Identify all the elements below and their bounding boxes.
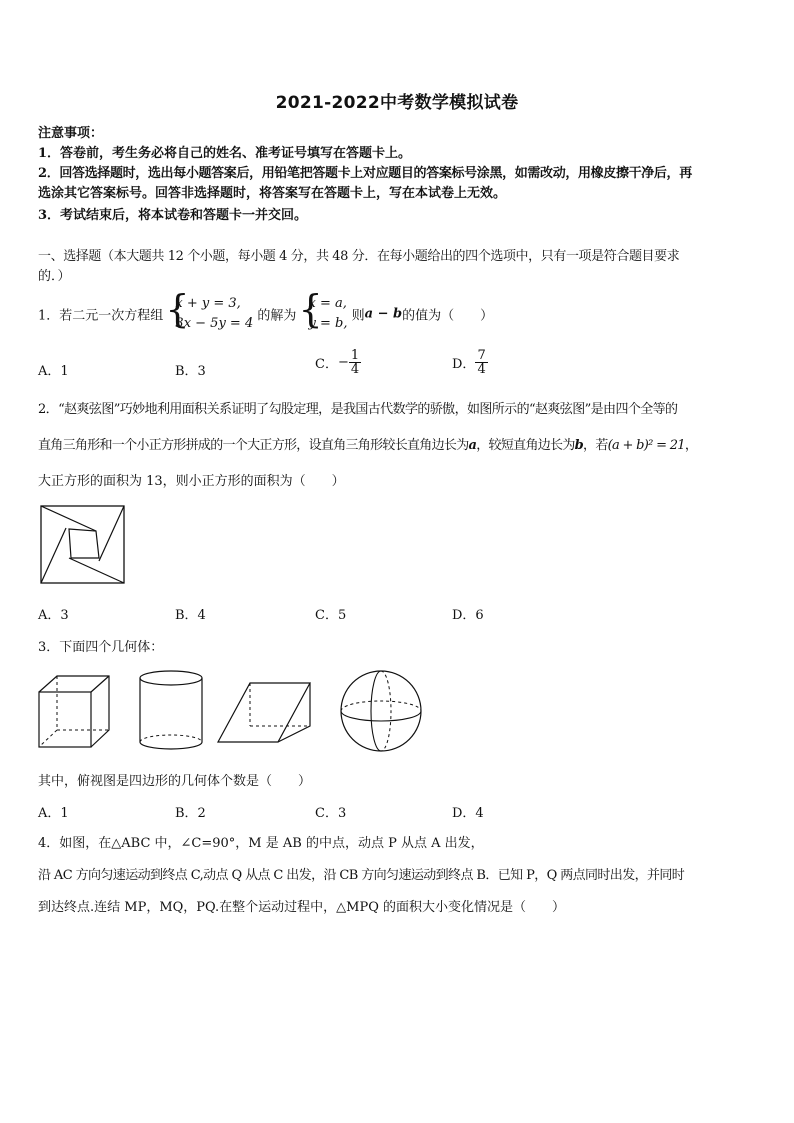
prism-figure — [214, 680, 316, 748]
q3-option-c[interactable]: C．3 — [315, 806, 347, 821]
q3-option-b[interactable]: B．2 — [175, 806, 206, 821]
q1-mid: 的解为 — [257, 308, 297, 324]
q1-option-c[interactable] — [315, 349, 361, 376]
notice-item: 选涂其它答案标号。回答非选择题时，将答案写在答题卡上，写在本试卷上无效。 — [38, 186, 507, 201]
fraction-denominator: 4 — [350, 362, 360, 377]
q1-option-d[interactable] — [452, 349, 488, 376]
q1-option-b[interactable]: B．3 — [175, 364, 206, 379]
notice-item: 2．回答选择题时，选出每小题答案后，用铅笔把答题卡上对应题目的答案标号涂黑，如需改动，用橡皮擦干净后，再 — [38, 166, 692, 181]
question-3-line-1: 3．下面四个几何体： — [38, 640, 164, 655]
question-4-line-2: 沿 AC 方向匀速运动到终点 C,动点 Q 从点 C 出发，沿 CB 方向匀速运动到终点 B．已知 P，Q 两点同时出发，并同时 — [38, 868, 685, 883]
diagram-line — [41, 506, 96, 531]
fraction-numerator: 7 — [477, 348, 486, 363]
cube-hidden-edge — [39, 730, 57, 747]
question-2-line-1: 2．“赵爽弦图”巧妙地利用面积关系证明了勾股定理，是我国古代数学的骄傲，如图所示的“赵爽弦图”是由四个全等的 — [38, 402, 678, 417]
section-heading: 一、选择题（本大题共 12 个小题，每小题 4 分，共 48 分．在每小题给出的四个选项中，只有一项是符合题目要求 — [38, 249, 680, 264]
cylinder-figure — [136, 668, 208, 754]
diagram-line — [99, 506, 124, 561]
q2-formula: (a + b)² = 21 — [607, 438, 685, 453]
diagram-line — [41, 528, 66, 583]
fraction-denominator: 4 — [477, 362, 486, 377]
question-2-line-3: 大正方形的面积为 13，则小正方形的面积为（ ） — [38, 474, 345, 489]
small-square — [69, 529, 99, 558]
large-square — [41, 506, 124, 583]
q1-eq1: { x + y = 3, — [175, 296, 241, 311]
q1-expression: a − b — [364, 306, 403, 322]
question-2-line-2 — [38, 434, 697, 453]
q1-eq2: 3x − 5y = 4 — [175, 316, 254, 331]
q2-var-b: b — [574, 438, 584, 453]
notice-item: 1．答卷前，考生务必将自己的姓名、准考证号填写在答题卡上。 — [38, 146, 412, 161]
section-heading-cont: 的．） — [38, 269, 71, 284]
q2-option-d[interactable]: D．6 — [452, 608, 484, 623]
notice-item: 3．考试结束后，将本试卷和答题卡一并交回。 — [38, 208, 308, 223]
cube-edge — [91, 676, 109, 692]
cylinder-top — [140, 671, 202, 685]
q1-option-a[interactable]: A．1 — [38, 364, 69, 379]
q2-text: ，若 — [583, 438, 608, 453]
cylinder-bottom-front — [140, 742, 202, 749]
cube-edges — [39, 676, 109, 747]
q1-sol2: y = b, — [308, 316, 348, 331]
q2-option-a[interactable]: A．3 — [38, 608, 69, 623]
sphere-figure — [338, 668, 424, 754]
cube-hidden-edges — [57, 676, 109, 730]
notice-heading: 注意事项： — [38, 126, 104, 141]
sphere-meridian-back — [381, 671, 391, 751]
question-4-line-1: 4．如图，在△ABC 中，∠C=90°，M 是 AB 的中点，动点 P 从点 A 出发， — [38, 836, 484, 851]
q1-prefix: 1．若二元一次方程组 — [38, 308, 164, 324]
cube-front-face — [39, 692, 91, 747]
sphere-equator-front — [341, 711, 421, 721]
sphere-outline — [341, 671, 421, 751]
q1-sol1: { x = a, — [308, 296, 347, 311]
zhao-shuang-diagram — [38, 503, 128, 585]
q1-solution-system — [301, 294, 348, 334]
diagram-line — [69, 558, 124, 583]
q1-option-c-sign: − — [337, 355, 349, 370]
q1-option-c-fraction — [349, 349, 361, 376]
q1-option-c-label: C． — [315, 357, 338, 372]
sphere-meridian-front — [371, 671, 381, 751]
fraction-numerator: 1 — [350, 348, 360, 363]
question-1 — [38, 294, 493, 334]
q2-option-c[interactable]: C．5 — [315, 608, 347, 623]
page-title: 2021-2022中考数学模拟试卷 — [275, 93, 519, 113]
cube-figure — [35, 672, 115, 752]
q2-var-a: a — [468, 438, 477, 453]
cylinder-bottom-back — [140, 735, 202, 742]
q2-text: 直角三角形和一个小正方形拼成的一个大正方形，设直角三角形较长直角边长为 — [38, 438, 469, 453]
q1-option-d-fraction — [475, 349, 487, 376]
q1-tail-a: 则 — [351, 308, 365, 324]
question-4-line-3: 到达终点.连结 MP，MQ，PQ.在整个运动过程中，△MPQ 的面积大小变化情况是（ ） — [38, 900, 566, 915]
sphere-equator-back — [341, 701, 421, 711]
q2-option-b[interactable]: B．4 — [175, 608, 206, 623]
q1-tail-b: 的值为（ ） — [402, 308, 494, 324]
q1-equation-system — [167, 294, 253, 334]
q1-option-d-label: D． — [452, 357, 476, 372]
q2-text: ，较短直角边长为 — [476, 438, 575, 453]
q3-option-d[interactable]: D．4 — [452, 806, 484, 821]
q2-text: ， — [684, 438, 698, 453]
q3-option-a[interactable]: A．1 — [38, 806, 69, 821]
question-3-line-2: 其中，俯视图是四边形的几何体个数是（ ） — [38, 774, 312, 789]
